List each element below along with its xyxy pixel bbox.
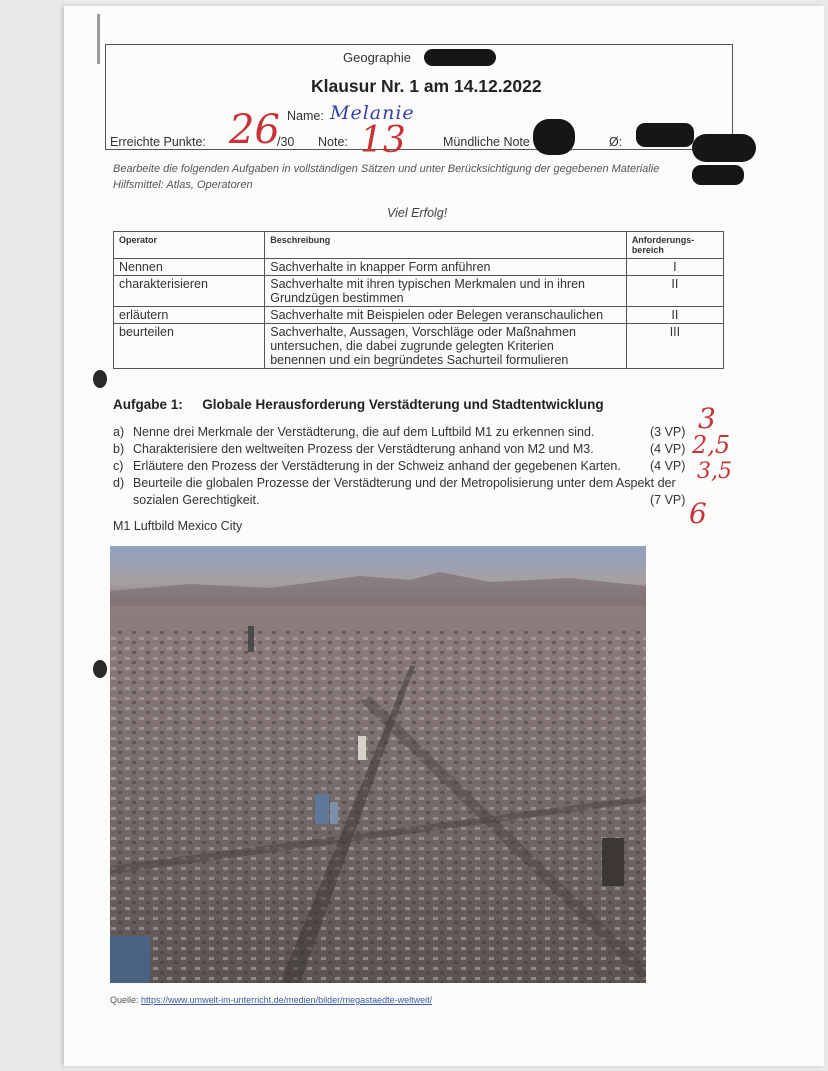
item-points: (4 VP) [650, 442, 686, 456]
description-line: Sachverhalte mit Beispielen oder Belegen veranschaulichen [270, 308, 604, 322]
operator-cell: beurteilen [114, 324, 265, 369]
score-c: 3,5 [697, 459, 732, 484]
redaction [692, 165, 744, 185]
operator-cell: charakterisieren [114, 276, 265, 307]
score-d: 6 [689, 497, 707, 530]
operator-cell: Nennen [114, 259, 265, 276]
item-points: (4 VP) [650, 459, 686, 473]
redaction [424, 49, 496, 66]
item-label: d) [113, 476, 125, 490]
points-max: /30 [277, 135, 295, 149]
student-name: Melanie [330, 102, 415, 124]
item-text: Nenne drei Merkmale der Verstädterung, die auf dem Luftbild M1 zu erkennen sind. [133, 425, 595, 439]
description-cell [265, 259, 627, 276]
description-line: Sachverhalte in knapper Form anführen [270, 260, 491, 274]
table-row [114, 307, 724, 324]
description-line: benennen und ein begründetes Sachurteil formulieren [270, 353, 569, 367]
table-row [114, 276, 724, 307]
col-header-operator: Operator [114, 232, 265, 259]
table-row [114, 259, 724, 276]
task-heading [113, 397, 604, 412]
source-line [110, 995, 432, 1005]
punch-hole [93, 370, 107, 388]
item-points: (7 VP) [650, 493, 686, 507]
points-value: 26 [229, 107, 280, 153]
task-item-b [113, 442, 713, 456]
name-label: Name: [287, 109, 324, 123]
item-points: (3 VP) [650, 425, 686, 439]
table-row [114, 324, 724, 369]
score-b: 2,5 [692, 431, 731, 459]
redaction [533, 119, 575, 155]
description-line: untersuchen, die dabei zugrunde gelegten Kriterien [270, 339, 554, 353]
item-label: a) [113, 425, 125, 439]
item-text: Erläutere den Prozess der Verstädterung in der Schweiz anhand der gegebenen Karten. [133, 459, 621, 473]
operators-table [113, 231, 724, 369]
staple-mark [97, 14, 100, 64]
description-cell [265, 324, 627, 369]
task-title: Globale Herausforderung Verstädterung und Stadtentwicklung [202, 397, 604, 412]
good-luck-text: Viel Erfolg! [387, 206, 448, 220]
oral-grade-label: Mündliche Note [443, 135, 530, 149]
item-text: Beurteile die globalen Prozesse der Verstädterung und der Metropolisierung unter dem Aspekt der [133, 476, 676, 490]
redaction [636, 123, 694, 147]
task-number: Aufgabe 1: [113, 397, 183, 412]
task-item-d-cont: sozialen Gerechtigkeit. [133, 493, 260, 507]
subject-label: Geographie [343, 50, 411, 65]
aerial-photo-mexico-city [110, 546, 646, 983]
description-line: Grundzügen bestimmen [270, 291, 404, 305]
exam-title: Klausur Nr. 1 am 14.12.2022 [311, 76, 542, 96]
source-label: Quelle: [110, 995, 139, 1005]
description-cell [265, 276, 627, 307]
punch-hole [93, 660, 107, 678]
aids-line: Hilfsmittel: Atlas, Operatoren [113, 179, 253, 191]
item-label: c) [113, 459, 124, 473]
grade-value: 13 [360, 120, 406, 161]
level-cell: III [626, 324, 723, 369]
operator-cell: erläutern [114, 307, 265, 324]
level-cell: II [626, 307, 723, 324]
score-a: 3 [698, 402, 716, 435]
task-item-c [113, 459, 713, 473]
task-item-a [113, 425, 713, 439]
item-label: b) [113, 442, 125, 456]
grade-label: Note: [318, 135, 348, 149]
description-line: Sachverhalte, Aussagen, Vorschläge oder Maßnahmen [270, 325, 576, 339]
source-link[interactable]: https://www.umwelt-im-unterricht.de/medien/bilder/megastaedte-weltweit/ [141, 995, 433, 1005]
level-cell: II [626, 276, 723, 307]
average-label: Ø: [609, 135, 623, 149]
redaction [692, 134, 756, 162]
level-cell: I [626, 259, 723, 276]
col-header-level: Anforderungs-bereich [626, 232, 723, 259]
description-cell [265, 307, 627, 324]
col-header-description: Beschreibung [265, 232, 627, 259]
task-item-d [113, 476, 733, 490]
points-label: Erreichte Punkte: [110, 135, 206, 149]
figure-caption: M1 Luftbild Mexico City [113, 519, 243, 533]
instructions-line: Bearbeite die folgenden Aufgaben in vollständigen Sätzen und unter Berücksichtigung der gegebenen Materialie [113, 163, 660, 175]
description-line: Sachverhalte mit ihren typischen Merkmalen und in ihren [270, 277, 585, 291]
item-text: Charakterisiere den weltweiten Prozess der Verstädterung anhand von M2 und M3. [133, 442, 594, 456]
